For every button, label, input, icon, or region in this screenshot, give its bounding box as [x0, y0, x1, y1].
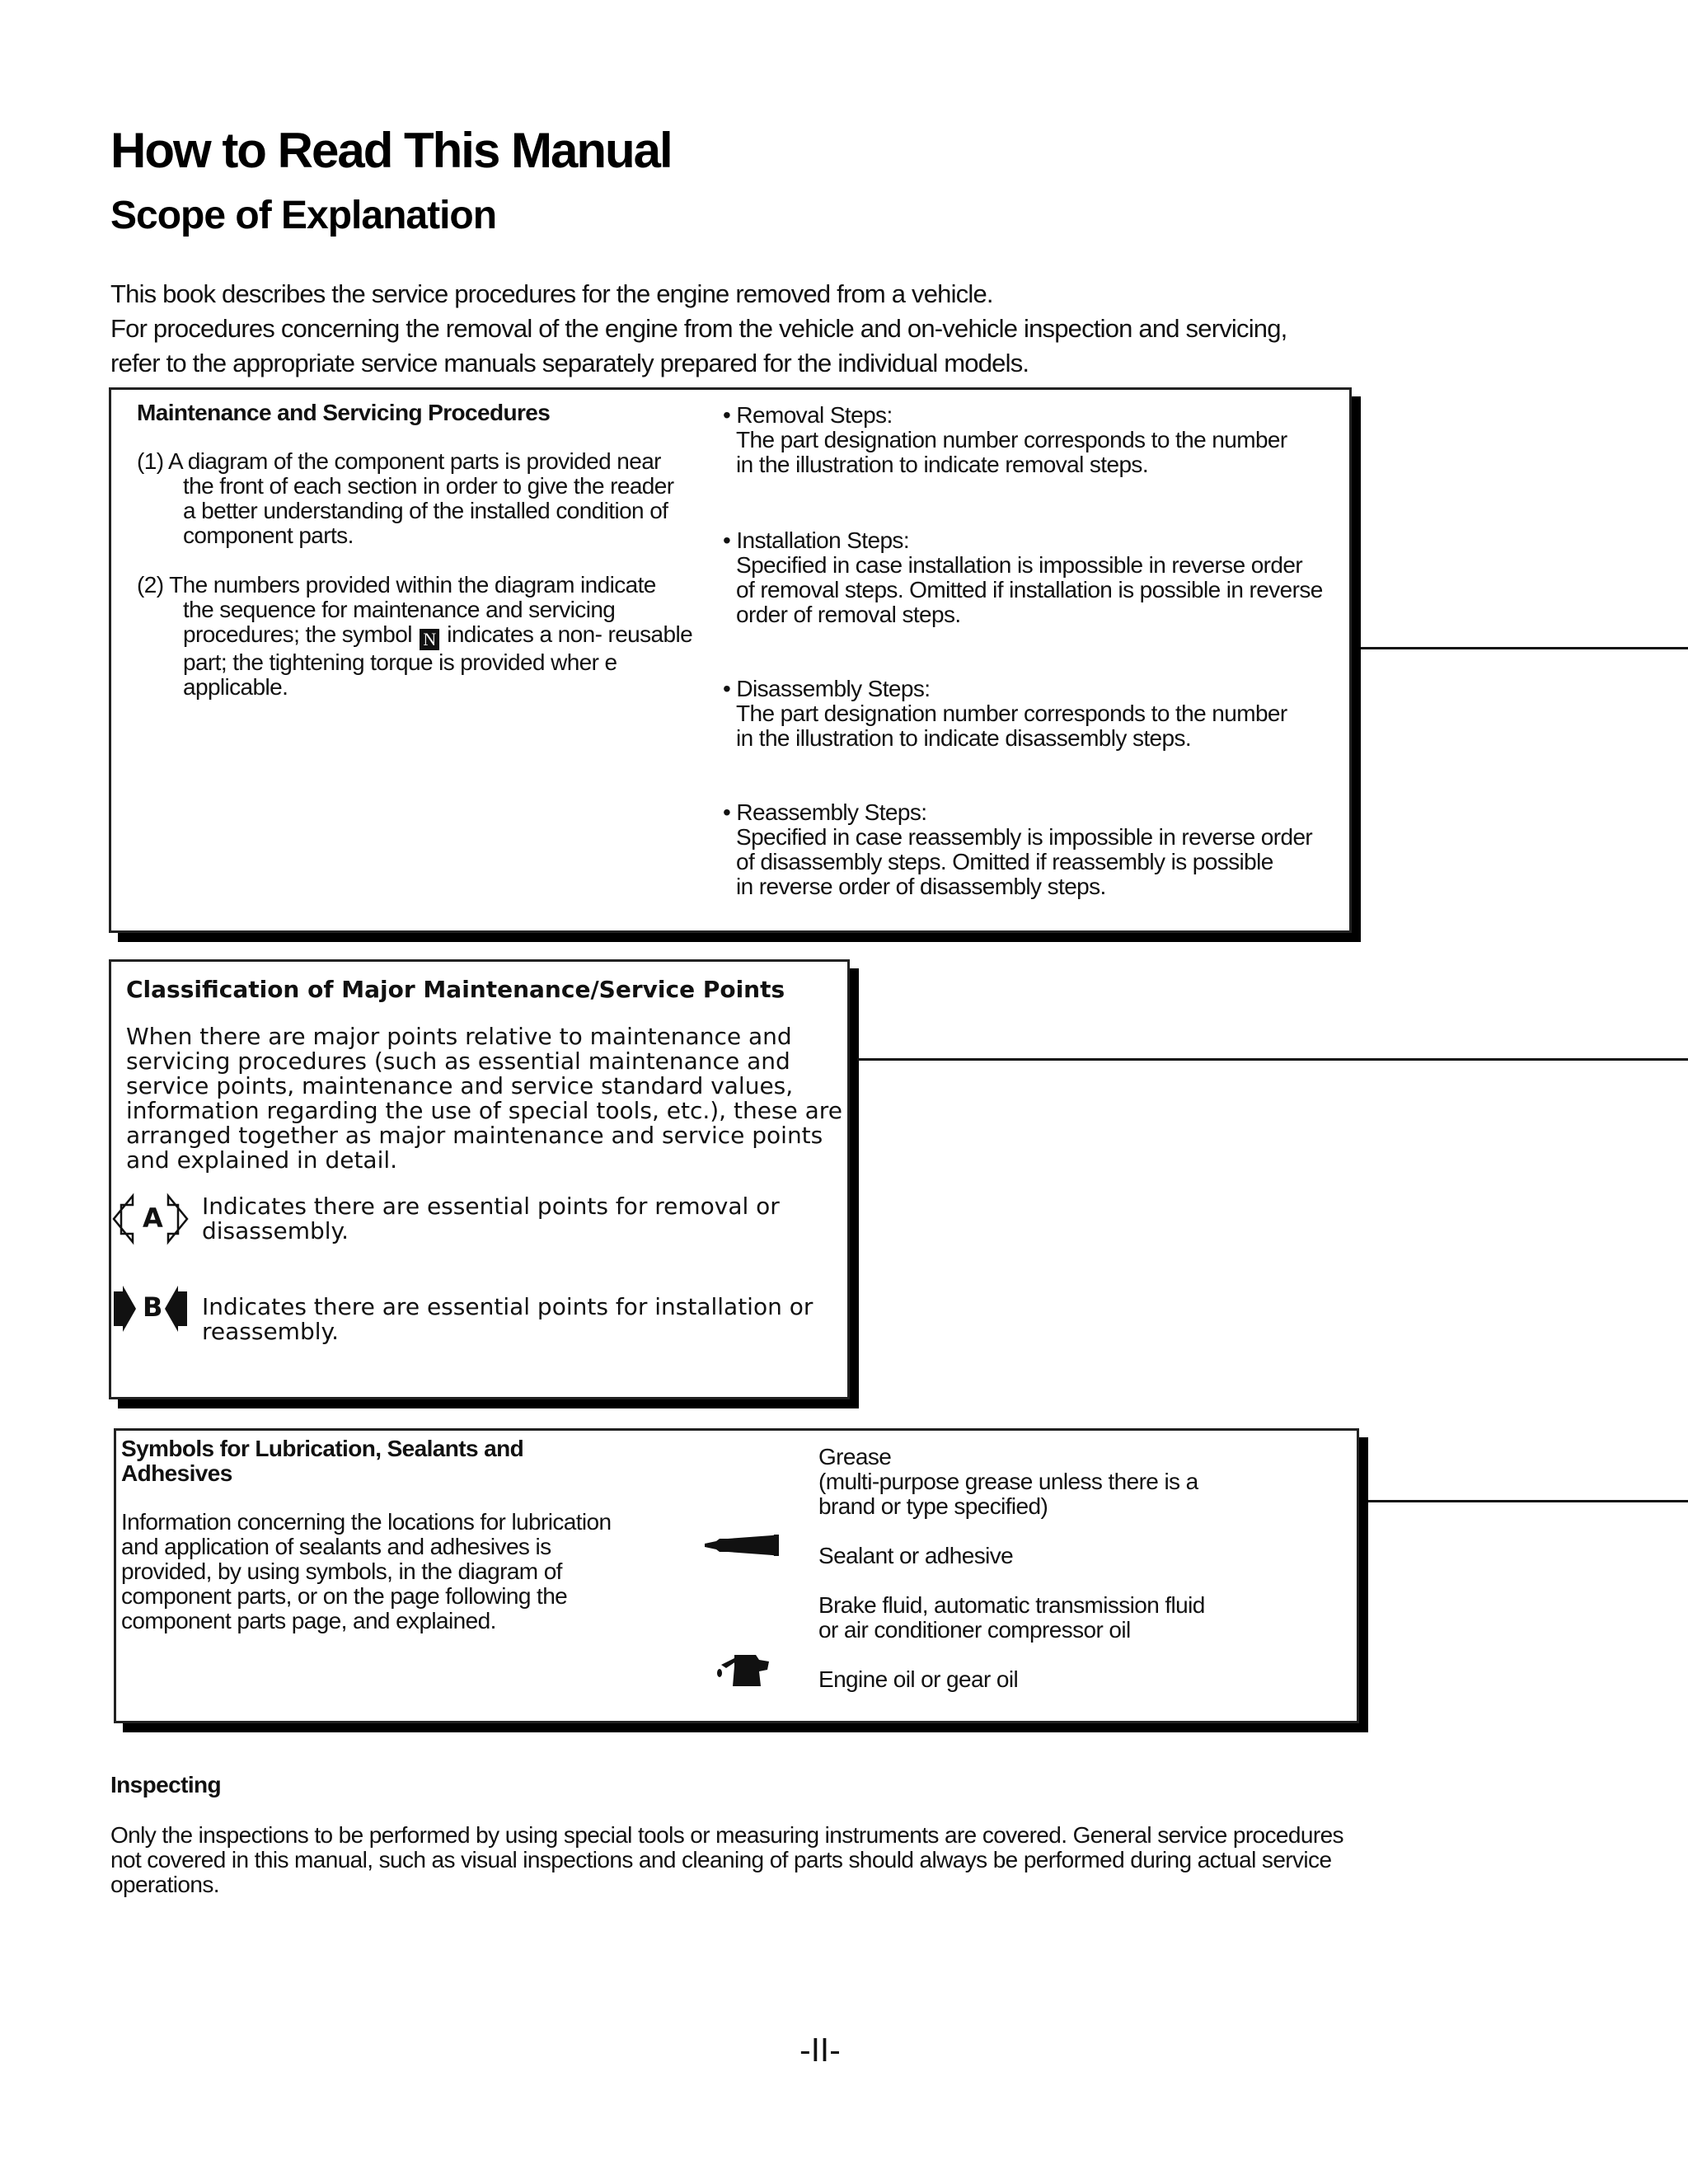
step-line: Specified in case reassembly is impossible in reverse order: [736, 824, 1313, 850]
body-line: Only the inspections to be performed by using special tools or measuring instruments are covered. General service procedures: [110, 1822, 1343, 1848]
heading-line: Adhesives: [121, 1460, 232, 1486]
body-line: not covered in this manual, such as visual inspections and cleaning of parts should always be performed during actual service: [110, 1847, 1332, 1872]
sealant-tube-icon: [703, 1532, 782, 1558]
step-label: • Disassembly Steps:: [723, 676, 931, 701]
body-line: Information concerning the locations for lubrication: [121, 1509, 612, 1535]
body-line: component parts, or on the page following the: [121, 1583, 568, 1609]
legend-line: or air conditioner compressor oil: [818, 1617, 1131, 1643]
symbol-b-letter: B: [143, 1291, 163, 1323]
item-line: (1) A diagram of the component parts is provided near: [137, 448, 661, 474]
removal-steps: [723, 403, 1287, 477]
body-line: provided, by using symbols, in the diagram of: [121, 1558, 562, 1584]
leader-line: [857, 1058, 1688, 1061]
page-title: How to Read This Manual: [110, 123, 672, 178]
item-line: (2) The numbers provided within the diagram indicate: [137, 572, 656, 598]
step-line: The part designation number corresponds to the number: [736, 427, 1287, 452]
reassembly-steps: [723, 800, 1312, 899]
page-number: -II-: [799, 2032, 841, 2069]
installation-steps: [723, 528, 1323, 627]
step-line: in the illustration to indicate removal steps.: [736, 452, 1148, 477]
body-line: information regarding the use of special tools, etc.), these are: [126, 1097, 842, 1124]
body-line: operations.: [110, 1872, 219, 1897]
grease-legend: [818, 1445, 1198, 1519]
classification-heading: Classification of Major Maintenance/Service Points: [126, 976, 785, 1003]
engine-oil-legend: Engine oil or gear oil: [818, 1666, 1019, 1692]
body-line: When there are major points relative to maintenance and: [126, 1023, 792, 1050]
step-line: in reverse order of disassembly steps.: [736, 874, 1106, 899]
step-line: order of removal steps.: [736, 602, 961, 627]
legend-line: brand or type specified): [818, 1493, 1048, 1519]
lubrication-body: [121, 1510, 611, 1633]
maintenance-procedures-box: [109, 387, 1352, 933]
intro-line: refer to the appropriate service manuals separately prepared for the individual models.: [110, 349, 1029, 377]
sealant-legend: Sealant or adhesive: [818, 1543, 1014, 1568]
non-reusable-part-icon: N: [420, 629, 439, 650]
leader-line: [1368, 1500, 1688, 1502]
item-line: applicable.: [183, 674, 288, 700]
step-label: • Reassembly Steps:: [723, 799, 927, 825]
legend-line: (multi-purpose grease unless there is a: [818, 1469, 1198, 1494]
classification-box: [109, 959, 850, 1399]
item-line-with-symbol: [137, 622, 692, 650]
body-line: Indicates there are essential points for removal or: [202, 1193, 780, 1220]
legend-line: Brake fluid, automatic transmission fluid: [818, 1592, 1205, 1618]
body-line: arranged together as major maintenance and service points: [126, 1122, 823, 1149]
step-line: Specified in case installation is impossible in reverse order: [736, 552, 1303, 578]
symbol-b-description: [202, 1295, 813, 1344]
body-line: and explained in detail.: [126, 1146, 398, 1174]
body-line: and application of sealants and adhesives is: [121, 1534, 551, 1559]
maintenance-heading: Maintenance and Servicing Procedures: [137, 400, 551, 425]
leader-line: [1361, 647, 1688, 649]
step-line: of removal steps. Omitted if installation is possible in reverse: [736, 577, 1323, 602]
body-line: Indicates there are essential points for installation or: [202, 1293, 814, 1320]
maintenance-item-2: [137, 573, 692, 700]
symbol-a-description: [202, 1194, 780, 1244]
item-line: the sequence for maintenance and servicing: [183, 597, 616, 622]
section-subtitle: Scope of Explanation: [110, 194, 497, 237]
step-label: • Removal Steps:: [723, 402, 893, 428]
maintenance-item-1: [137, 449, 673, 548]
body-line: servicing procedures (such as essential maintenance and: [126, 1047, 790, 1075]
step-line: of disassembly steps. Omitted if reassembly is possible: [736, 849, 1273, 874]
item-text: indicates a non- reusable: [447, 621, 693, 647]
item-line: component parts.: [183, 523, 354, 548]
symbol-a-letter: A: [143, 1202, 163, 1234]
item-line: the front of each section in order to give the reader: [183, 473, 674, 499]
lubrication-symbols-box: [114, 1428, 1359, 1723]
body-line: disassembly.: [202, 1217, 349, 1244]
disassembly-steps: [723, 677, 1287, 751]
step-line: The part designation number corresponds to the number: [736, 701, 1287, 726]
item-line: part; the tightening torque is provided wher e: [183, 649, 617, 675]
legend-line: Grease: [818, 1444, 892, 1469]
intro-line: This book describes the service procedures for the engine removed from a vehicle.: [110, 279, 993, 308]
body-line: reassembly.: [202, 1318, 339, 1345]
heading-line: Symbols for Lubrication, Sealants and: [121, 1436, 524, 1461]
intro-paragraph: [110, 277, 1287, 381]
intro-line: For procedures concerning the removal of the engine from the vehicle and on-vehicle inspection and servicing,: [110, 314, 1287, 343]
lubrication-heading: [121, 1436, 523, 1486]
inspecting-body: [110, 1823, 1343, 1897]
item-text: procedures; the symbol: [183, 621, 412, 647]
item-line: a better understanding of the installed condition of: [183, 498, 668, 523]
body-line: component parts page, and explained.: [121, 1608, 496, 1633]
brake-fluid-legend: [818, 1593, 1205, 1643]
classification-body: [126, 1024, 842, 1173]
oil-can-icon: [713, 1650, 772, 1686]
step-line: in the illustration to indicate disassembly steps.: [736, 725, 1192, 751]
inspecting-heading: Inspecting: [110, 1772, 222, 1797]
step-label: • Installation Steps:: [723, 527, 910, 553]
body-line: service points, maintenance and service standard values,: [126, 1072, 794, 1099]
